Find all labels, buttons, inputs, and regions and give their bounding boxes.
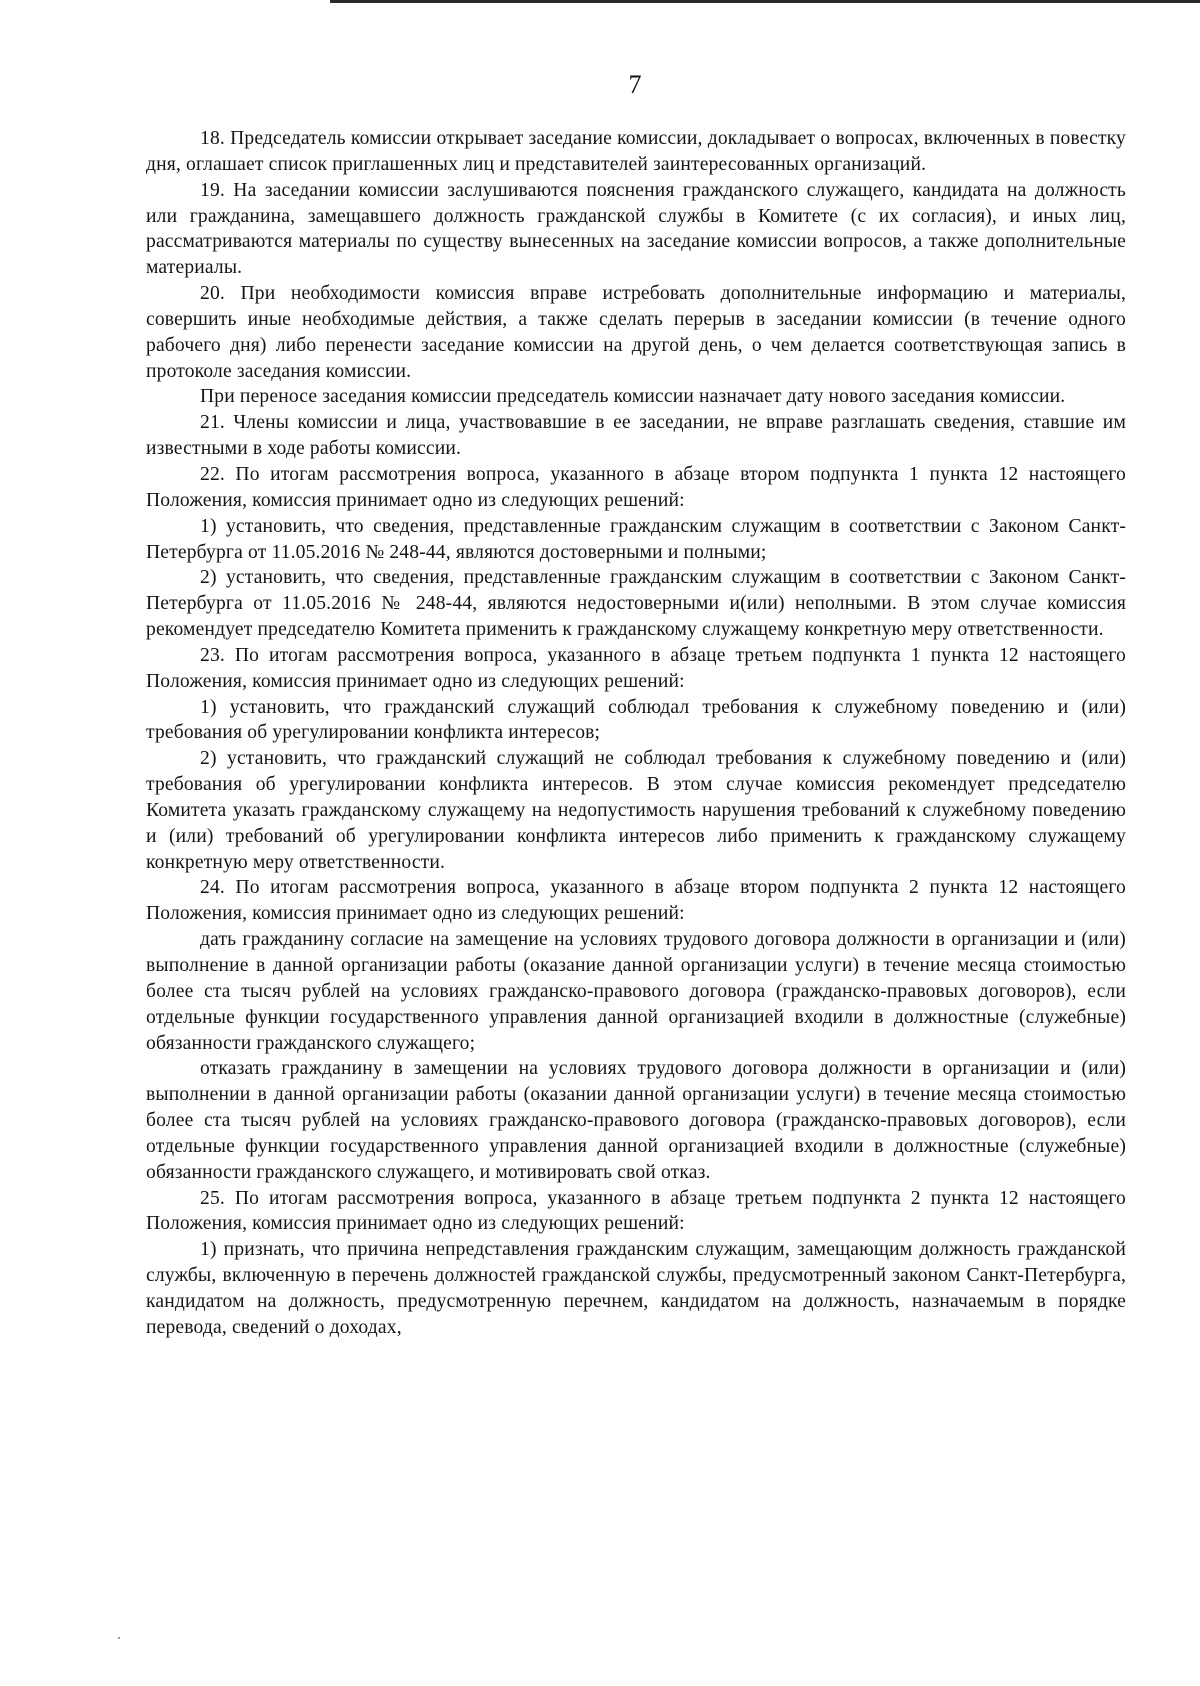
paragraph-24-refusal: отказать гражданину в замещении на условиях трудового договора должности в организации и (или) выполнении в данной организации работы (оказании данной организации услуги) в течение месяца стоимостью более ста тысяч рублей на условиях гражданско-правового договора (гражданско-правовых договоров), если отдельные функции государственного управления данной организацией входили в должностные (служебные) обязанности гражданского служащего, и мотивировать свой отказ. <box>146 1058 1126 1183</box>
paragraph-25: 25. По итогам рассмотрения вопроса, указанного в абзаце третьем подпункта 2 пункта 12 настоящего Положения, комиссия принимает одно из следующих решений: <box>146 1187 1126 1235</box>
scan-artifact-dot <box>118 1637 120 1639</box>
paragraph-23: 23. По итогам рассмотрения вопроса, указанного в абзаце третьем подпункта 1 пункта 12 настоящего Положения, комиссия принимает одно из следующих решений: <box>146 644 1126 692</box>
paragraph-18: 18. Председатель комиссии открывает заседание комиссии, докладывает о вопросах, включенных в повестку дня, оглашает список приглашенных лиц и представителей заинтересованных организаций. <box>146 128 1126 175</box>
paragraph-24-consent: дать гражданину согласие на замещение на условиях трудового договора должности в организации и (или) выполнение в данной организации работы (оказание данной организации услуги) в течение месяца стоимостью более ста тысяч рублей на условиях гражданско-правового договора (гражданско-правовых договоров), если отдельные функции государственного управления данной организацией входили в должностные (служебные) обязанности гражданского служащего; <box>146 929 1126 1054</box>
paragraph-25-item-1: 1) признать, что причина непредставления гражданским служащим, замещающим должность гражданской службы, включенную в перечень должностей гражданской службы, предусмотренный законом Санкт-Петербурга, кандидатом на должность, предусмотренную перечнем, кандидатом на должность, назначаемым в порядке перевода, сведений о доходах, <box>146 1239 1126 1338</box>
page-number: 7 <box>628 70 642 99</box>
document-body <box>146 126 1126 1341</box>
paragraph-22-item-2: 2) установить, что сведения, представленные гражданским служащим в соответствии с Законом Санкт-Петербурга от 11.05.2016 № 248-44, являются недостоверными и(или) неполными. В этом случае комиссия рекомендует председателю Комитета применить к гражданскому служащему конкретную меру ответственности. <box>146 567 1126 641</box>
paragraph-22: 22. По итогам рассмотрения вопроса, указанного в абзаце втором подпункта 1 пункта 12 настоящего Положения, комиссия принимает одно из следующих решений: <box>146 463 1126 511</box>
paragraph-19: 19. На заседании комиссии заслушиваются пояснения гражданского служащего, кандидата на должность или гражданина, замещавшего должность гражданской службы в Комитете (с их согласия), и иных лиц, рассматриваются материалы по существу вынесенных на заседание комиссии вопросов, а также дополнительные материалы. <box>146 179 1126 279</box>
paragraph-24: 24. По итогам рассмотрения вопроса, указанного в абзаце втором подпункта 2 пункта 12 настоящего Положения, комиссия принимает одно из следующих решений: <box>146 877 1126 925</box>
paragraph-20-postpone: При переносе заседания комиссии председатель комиссии назначает дату нового заседания комиссии. <box>200 386 1066 408</box>
paragraph-21: 21. Члены комиссии и лица, участвовавшие в ее заседании, не вправе разглашать сведения, ставшие им известными в ходе работы комиссии. <box>146 412 1126 460</box>
paragraph-23-item-2: 2) установить, что гражданский служащий не соблюдал требования к служебному поведению и (или) требования об урегулировании конфликта интересов. В этом случае комиссия рекомендует председателю Комитета указать гражданскому служащему на недопустимость нарушения требований к служебному поведению и (или) требований об урегулировании конфликта интересов либо применить к гражданскому служащему конкретную меру ответственности. <box>146 748 1126 873</box>
paragraph-22-item-1: 1) установить, что сведения, представленные гражданским служащим в соответствии с Законом Санкт-Петербурга от 11.05.2016 № 248-44, являются достоверными и полными; <box>146 515 1126 563</box>
scan-top-edge <box>330 0 1200 3</box>
paragraph-20: 20. При необходимости комиссия вправе истребовать дополнительные информацию и материалы, совершить иные необходимые действия, а также сделать перерыв в заседании комиссии (в течение одного рабочего дня) либо перенести заседание комиссии на другой день, о чем делается соответствующая запись в протоколе заседания комиссии. <box>146 283 1126 382</box>
paragraph-23-item-1: 1) установить, что гражданский служащий соблюдал требования к служебному поведению и (или) требования об урегулировании конфликта интересов; <box>146 696 1126 744</box>
